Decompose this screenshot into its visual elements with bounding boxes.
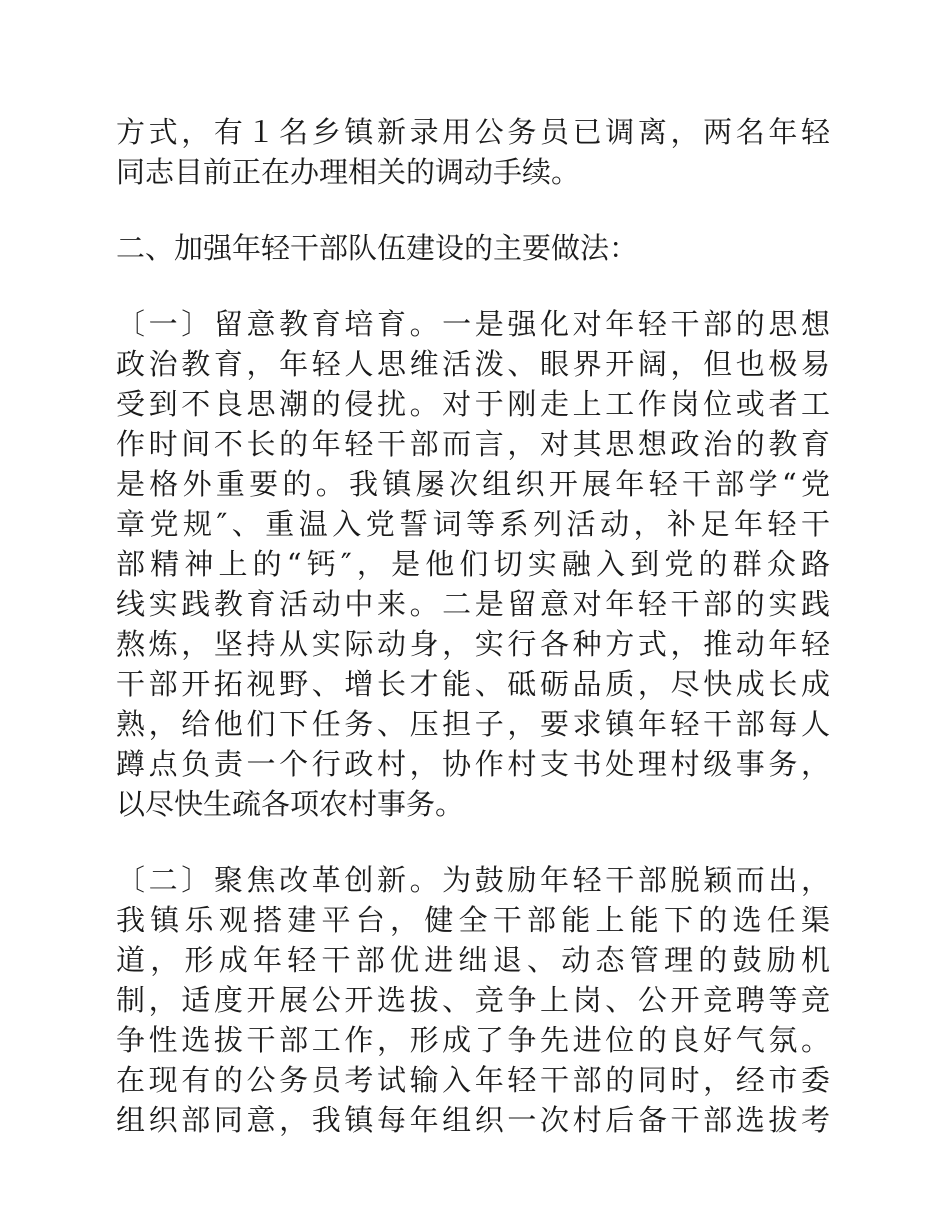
text-line: 〔一〕留意教育培育。一是强化对年轻干部的思想 — [116, 307, 830, 341]
text-line: 以尽快生疏各项农村事务。 — [116, 787, 465, 821]
text-line: 部精神上的“钙″，是他们切实融入到党的群众路 — [116, 547, 830, 581]
text-line: 章党规″、重温入党誓词等系列活动，补足年轻干 — [116, 507, 830, 541]
text-line: 方式，有１名乡镇新录用公务员已调离，两名年轻 — [116, 115, 830, 149]
text-line: 在现有的公务员考试输入年轻干部的同时，经市委 — [116, 1063, 830, 1097]
document-page — [116, 112, 830, 1176]
text-line: 同志目前正在办理相关的调动手续。 — [116, 155, 581, 189]
heading-text: 二、加强年轻干部队伍建设的主要做法： — [116, 231, 639, 265]
text-line: 是格外重要的。我镇屡次组织开展年轻干部学“党 — [116, 467, 830, 501]
text-line: 政治教育，年轻人思维活泼、眼界开阔，但也极易 — [116, 347, 830, 381]
text-line: 我镇乐观搭建平台，健全干部能上能下的选任渠 — [116, 903, 830, 937]
text-line: 制，适度开展公开选拔、竞争上岗、公开竞聘等竞 — [116, 983, 830, 1017]
text-line: 组织部同意，我镇每年组织一次村后备干部选拔考 — [116, 1103, 830, 1137]
section-heading — [116, 228, 830, 268]
text-line: 熬炼，坚持从实际动身，实行各种方式，推动年轻 — [116, 627, 830, 661]
text-line: 争性选拔干部工作，形成了争先进位的良好气氛。 — [116, 1023, 830, 1057]
text-line: 熟，给他们下任务、压担子，要求镇年轻干部每人 — [116, 707, 830, 741]
text-line: 受到不良思潮的侵扰。对于刚走上工作岗位或者工 — [116, 387, 830, 421]
paragraph-reform-innovation — [116, 860, 830, 1140]
text-line: 〔二〕聚焦改革创新。为鼓励年轻干部脱颖而出， — [116, 863, 830, 897]
text-line: 蹲点负责一个行政村，协作村支书处理村级事务， — [116, 747, 830, 781]
text-line: 道，形成年轻干部优进绌退、动态管理的鼓励机 — [116, 943, 830, 977]
paragraph-intro-continued — [116, 112, 830, 192]
text-line: 干部开拓视野、增长才能、砥砺品质，尽快成长成 — [116, 667, 830, 701]
paragraph-education-training — [116, 304, 830, 824]
text-line: 线实践教育活动中来。二是留意对年轻干部的实践 — [116, 587, 830, 621]
text-line: 作时间不长的年轻干部而言，对其思想政治的教育 — [116, 427, 830, 461]
